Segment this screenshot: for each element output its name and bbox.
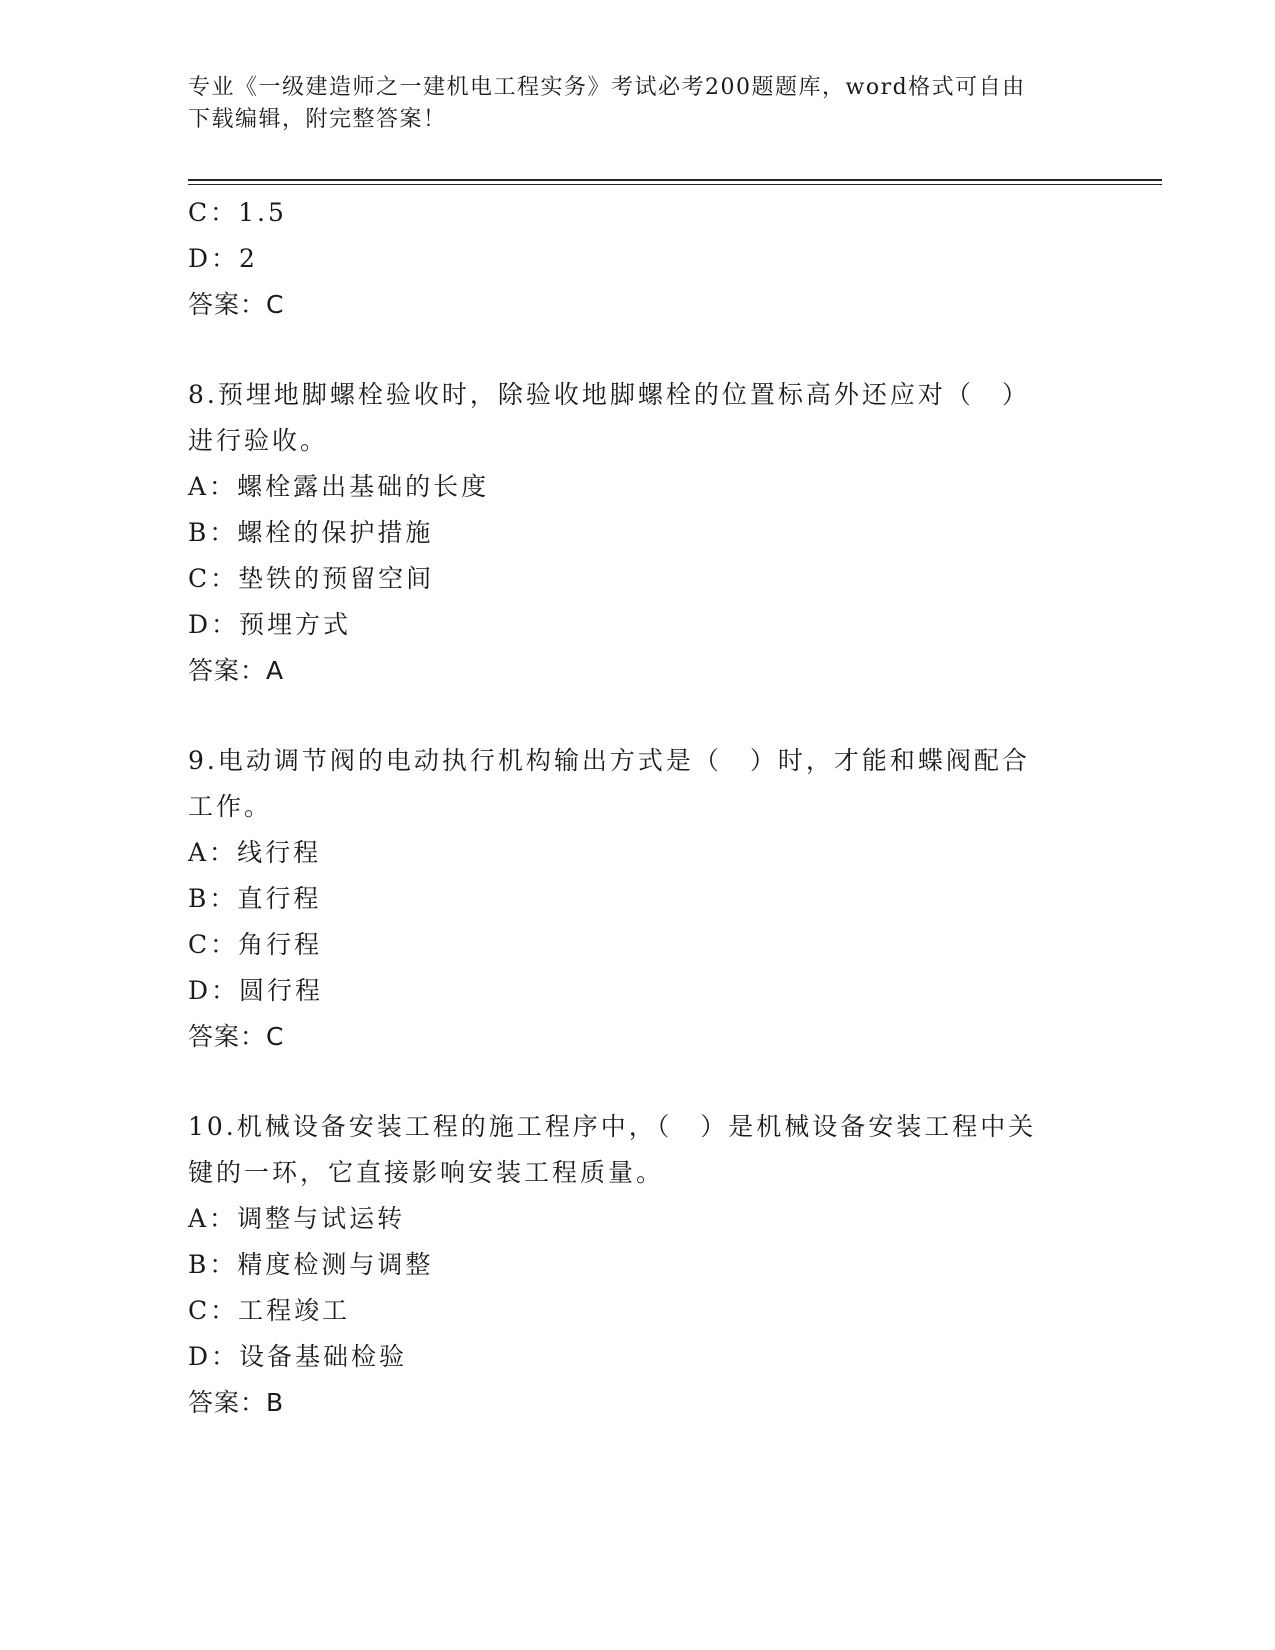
option-c: C：角行程 xyxy=(188,930,323,959)
option-b: B：螺栓的保护措施 xyxy=(188,518,434,547)
question-text: 9.电动调节阀的电动执行机构输出方式是（ ）时，才能和蝶阀配合 xyxy=(188,746,1030,775)
option-c: C：工程竣工 xyxy=(188,1296,351,1325)
option-a: A：螺栓露出基础的长度 xyxy=(188,472,490,501)
option-d: D：预埋方式 xyxy=(188,610,352,639)
question-block-9 xyxy=(188,738,1088,1060)
header-divider-thin xyxy=(188,184,1162,185)
question-text-continued: 键的一环，它直接影响安装工程质量。 xyxy=(188,1158,665,1187)
answer-line: 答案：C xyxy=(188,1022,285,1051)
question-text: 10.机械设备安装工程的施工程序中，（ ）是机械设备安装工程中关 xyxy=(188,1112,1037,1141)
option-b: B：直行程 xyxy=(188,884,322,913)
question-text-continued: 工作。 xyxy=(188,792,273,821)
answer-line: 答案：C xyxy=(188,290,285,319)
question-text-continued: 进行验收。 xyxy=(188,426,329,455)
document-header xyxy=(188,72,1088,136)
question-block-10 xyxy=(188,1104,1088,1426)
option-c: C：垫铁的预留空间 xyxy=(188,564,435,593)
option-d: D：2 xyxy=(188,244,258,273)
option-c: C：1.5 xyxy=(188,198,287,227)
question-text: 8.预埋地脚螺栓验收时，除验收地脚螺栓的位置标高外还应对（ ） xyxy=(188,380,1030,409)
option-a: A：线行程 xyxy=(188,838,322,867)
option-a: A：调整与试运转 xyxy=(188,1204,406,1233)
answer-line: 答案：B xyxy=(188,1388,285,1417)
previous-question-tail xyxy=(188,190,1088,328)
header-line-1: 专业《一级建造师之一建机电工程实务》考试必考200题题库，word格式可自由 xyxy=(188,75,1026,100)
header-line-2: 下载编辑，附完整答案！ xyxy=(188,107,447,132)
option-b: B：精度检测与调整 xyxy=(188,1250,434,1279)
option-d: D：设备基础检验 xyxy=(188,1342,408,1371)
header-divider-thick xyxy=(188,179,1162,181)
option-d: D：圆行程 xyxy=(188,976,324,1005)
question-block-8 xyxy=(188,372,1088,694)
question-content xyxy=(188,190,1088,1426)
answer-line: 答案：A xyxy=(188,656,285,685)
